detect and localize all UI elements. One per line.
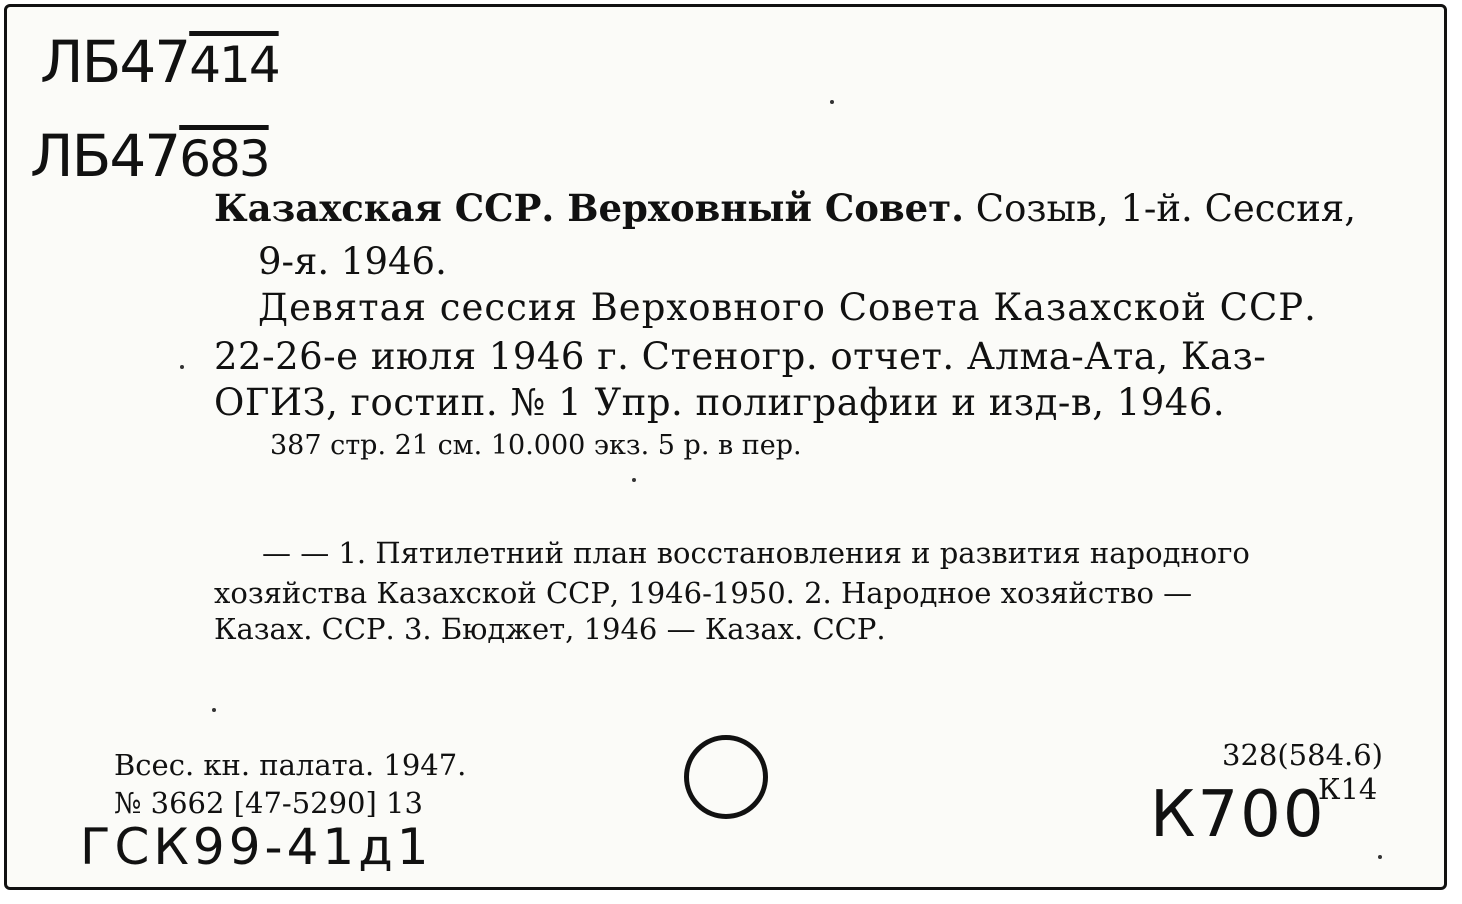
handwritten-shelfmark-1 — [40, 28, 279, 96]
heading-author: Казахская ССР. Верховный Совет. — [214, 186, 965, 230]
heading-continuation: 9-я. 1946. — [258, 240, 447, 283]
speck — [632, 478, 636, 482]
cutter-number: К14 — [1318, 772, 1378, 806]
shelfmark-1-number: 414 — [189, 36, 279, 94]
registration-number: № 3662 [47-5290] 13 — [114, 786, 423, 820]
collation: 387 стр. 21 см. 10.000 экз. 5 р. в пер. — [270, 430, 802, 461]
title-line-2: 22-26-е июля 1946 г. Стеногр. отчет. Алма-Ата, Каз- — [214, 335, 1267, 378]
title-line-3: ОГИЗ, гостип. № 1 Упр. полиграфии и изд-в, 1946. — [214, 381, 1226, 424]
speck — [830, 100, 834, 104]
shelfmark-2-number: 683 — [179, 130, 269, 188]
handwritten-call-number: К700 — [1150, 778, 1326, 852]
title-line-1: Девятая сессия Верховного Совета Казахской ССР. — [258, 286, 1317, 329]
subject-note-line-1: — — 1. Пятилетний план восстановления и развития народного — [262, 536, 1250, 570]
heading-session: Созыв, 1-й. Сессия, — [964, 187, 1356, 230]
subject-note-line-3: Казах. ССР. 3. Бюджет, 1946 — Казах. ССР. — [214, 612, 886, 646]
handwritten-shelfmark-2 — [30, 122, 269, 190]
subject-note-line-2: хозяйства Казахской ССР, 1946-1950. 2. Народное хозяйство — — [214, 576, 1193, 610]
book-chamber: Всес. кн. палата. 1947. — [114, 748, 467, 782]
speck — [1378, 855, 1382, 859]
shelfmark-2-prefix: ЛБ47 — [30, 122, 180, 190]
shelfmark-1-prefix: ЛБ47 — [40, 28, 190, 96]
classification-number: 328(584.6) — [1222, 738, 1384, 772]
punch-hole-icon — [684, 735, 768, 819]
entry-heading — [214, 186, 1356, 230]
handwritten-inventory-mark: ГСК99-41д1 — [80, 818, 433, 876]
speck — [180, 365, 184, 369]
speck — [212, 708, 216, 712]
